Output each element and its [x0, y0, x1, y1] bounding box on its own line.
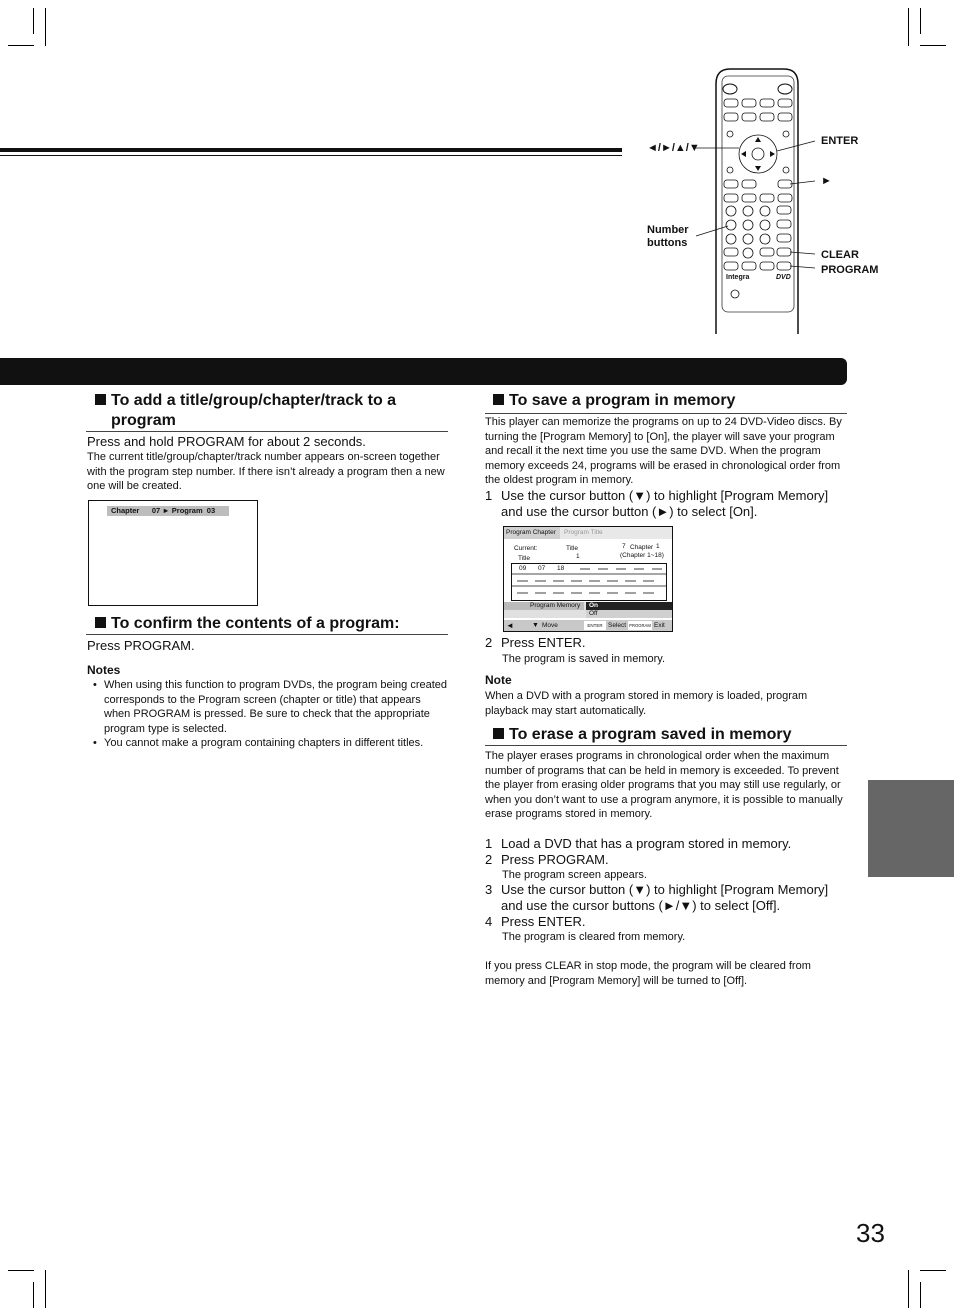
remote-control: [640, 62, 900, 340]
osd-move: Move: [542, 622, 558, 629]
section-header-bar: [0, 358, 847, 385]
dvd-logo: DVD: [776, 274, 791, 281]
add-body: The current title/group/chapter/track number appears on-screen together with the program step number. If there isn’t already a program then a new one will be created.: [87, 451, 445, 492]
label-number-buttons: Number buttons: [647, 224, 689, 249]
erase-heading: [493, 725, 791, 745]
save-note-text: When a DVD with a program stored in memory is loaded, program playback may start automatically.: [485, 690, 808, 717]
osd-current: Current:: [514, 545, 538, 552]
osd-program-grid: [511, 563, 667, 601]
add-heading-line1: To add a title/group/chapter/track to a: [111, 392, 397, 409]
label-clear: CLEAR: [821, 249, 859, 261]
erase-heading-text: To erase a program saved in memory: [509, 726, 792, 743]
osd-select: Select: [608, 622, 627, 629]
note-item: • When using this function to program DVDs, the program being created corresponds to the Program screen (chapter or title) that appears when PROGRAM is pressed. Be sure to check that the appropriate program type is selected.: [87, 678, 449, 736]
save-step1-text: Use the cursor button (▼) to highlight [Program Memory] and use the cursor button (►) to select [On].: [501, 488, 829, 519]
osd-option-off: Off: [586, 610, 672, 618]
osd-title-col: Title: [566, 545, 579, 552]
osd-option-on: On: [586, 602, 672, 610]
save-heading-text: To save a program in memory: [509, 392, 736, 409]
erase-step3-text: Use the cursor button (▼) to highlight [Program Memory] and use the cursor buttons (►/▼) to select [Off].: [501, 882, 829, 913]
osd-exit: Exit: [654, 622, 665, 629]
add-lead: Press and hold PROGRAM for about 2 seconds.: [87, 434, 366, 449]
osd-chapter-value: 1: [656, 543, 660, 550]
erase-step2-number: 2: [485, 852, 493, 867]
osd-chapter-banner: Chapter 07 ► Program 03: [107, 506, 229, 516]
add-osd-screen: [88, 500, 258, 606]
label-enter: ENTER: [821, 135, 859, 147]
remote-brand: Integra: [726, 274, 750, 281]
confirm-heading: [95, 614, 447, 634]
label-play: ►: [821, 175, 832, 187]
confirm-heading-text: To confirm the contents of a program:: [111, 615, 400, 632]
erase-step2-text: Press PROGRAM.: [501, 852, 609, 867]
erase-footer: If you press CLEAR in stop mode, the program will be cleared from memory and [Program Memory] will be turned to [Off].: [485, 960, 811, 987]
erase-step4-text: Press ENTER.: [501, 914, 586, 929]
erase-step1-number: 1: [485, 836, 493, 851]
osd-enter-key: ENTER: [584, 621, 606, 630]
notes-title: Notes: [87, 663, 121, 677]
save-step1-number: 1: [485, 488, 493, 503]
label-arrows: ◄/►/▲/▼: [647, 142, 700, 154]
osd-program-key: PROGRAM: [629, 623, 651, 628]
save-note-title: Note: [485, 673, 512, 687]
erase-step3-number: 3: [485, 882, 493, 897]
erase-body: The player erases programs in chronological order when the maximum number of programs that can be held in memory is exceeded. To prevent the player from erasing older programs that you may still use regularly, or when you don’t want to use a program anymore, it is possible to manually erase programs stored in memory.: [485, 750, 843, 820]
osd-tab-program-title: Program Title: [564, 529, 603, 536]
osd-down-arrow-icon: ▼: [532, 622, 539, 629]
osd-left-arrow-icon: ◄: [506, 621, 514, 630]
erase-step4-sub: The program is cleared from memory.: [502, 931, 686, 943]
erase-step1-text: Load a DVD that has a program stored in memory.: [501, 836, 792, 851]
page-number: 33: [856, 1218, 885, 1248]
save-step2-number: 2: [485, 635, 493, 650]
osd-title-value: 1: [576, 553, 580, 560]
osd-program-memory: Program Memory: [504, 602, 584, 610]
add-heading-line2: program: [111, 412, 176, 429]
osd-tab-program-chapter: Program Chapter: [504, 527, 560, 539]
osd-row-value: 18: [557, 565, 565, 572]
confirm-lead: Press PROGRAM.: [87, 638, 195, 653]
note-item: • You cannot make a program containing chapters in different titles.: [87, 736, 449, 751]
save-heading: [493, 391, 735, 411]
program-memory-osd: [503, 526, 673, 632]
add-heading: [95, 391, 447, 431]
notes-list: [87, 678, 449, 751]
erase-step4-number: 4: [485, 914, 493, 929]
erase-step2-sub: The program screen appears.: [502, 869, 647, 881]
label-program: PROGRAM: [821, 264, 879, 276]
osd-row-value: 07: [538, 565, 546, 572]
osd-title-row: Title: [518, 555, 531, 562]
top-rule-thick: [0, 148, 622, 152]
save-step2-sub: The program is saved in memory.: [502, 653, 666, 665]
osd-chapter-label: Chapter: [630, 544, 654, 551]
osd-row-value: 09: [519, 565, 527, 572]
osd-chapter-range: (Chapter 1~18): [620, 552, 664, 559]
save-step2-text: Press ENTER.: [501, 635, 586, 650]
osd-chapter-num: 7: [622, 543, 626, 550]
side-tab: [868, 780, 954, 877]
save-body: This player can memorize the programs on up to 24 DVD-Video discs. By turning the [Program Memory] to [On], the player will save your program and recall it the next time you use the same DVD. When the program memory exceeds 24, programs will be erased in chronological order from the oldest program in memory.: [485, 416, 842, 486]
top-rule-thin: [0, 155, 622, 156]
